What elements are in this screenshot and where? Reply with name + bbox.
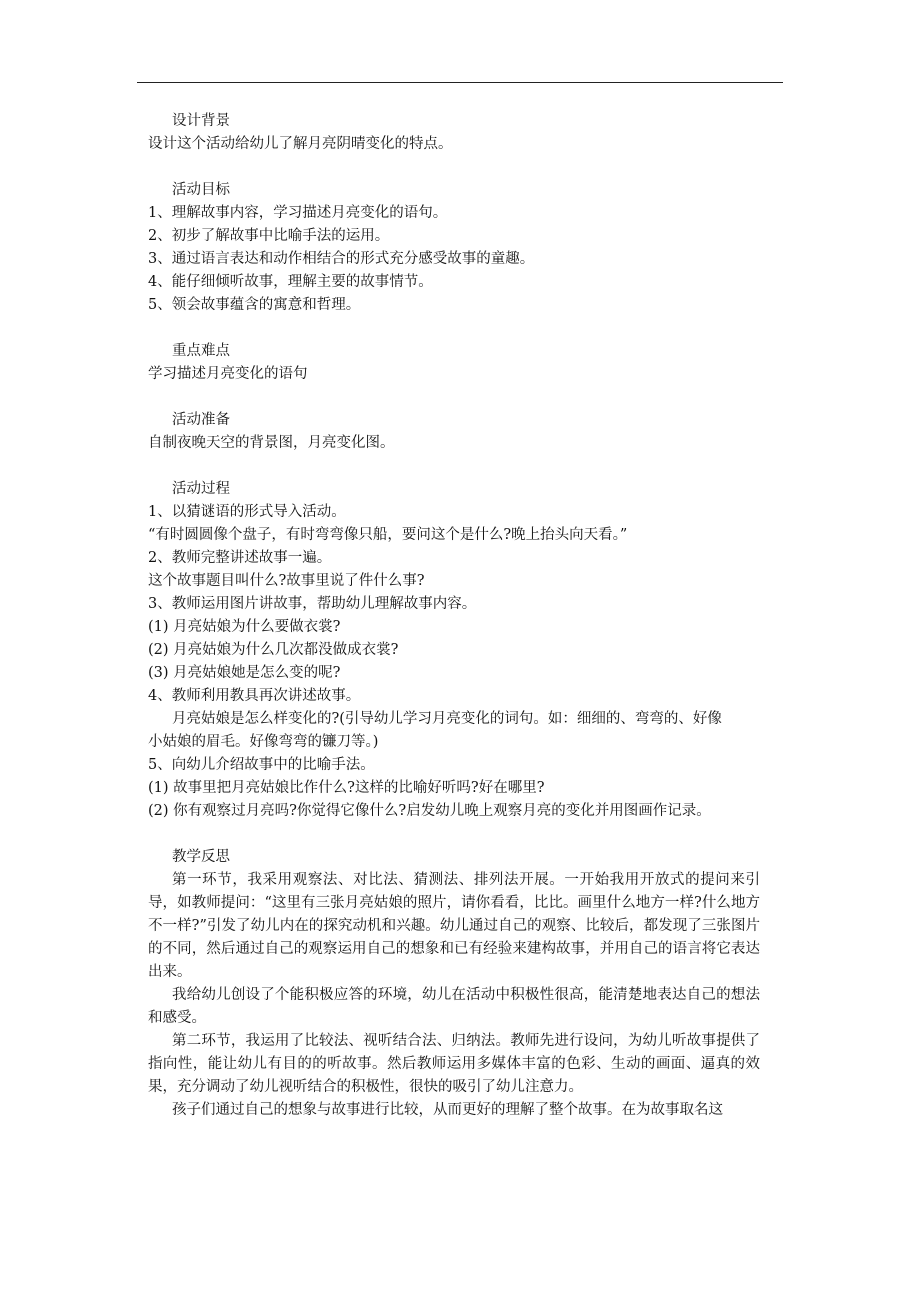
goal-item: 5、领会故事蕴含的寓意和哲理。 bbox=[148, 297, 361, 313]
process-line: (1) 月亮姑娘为什么要做衣裳? bbox=[148, 619, 341, 635]
process-line: 1、以猜谜语的形式导入活动。 bbox=[148, 504, 346, 520]
background-text: 设计这个活动给幼儿了解月亮阴晴变化的特点。 bbox=[148, 136, 453, 152]
process-line: (2) 你有观察过月亮吗?你觉得它像什么?启发幼儿晚上观察月亮的变化并用图画作记录。 bbox=[148, 803, 711, 819]
header-rule bbox=[137, 82, 783, 83]
process-line: 小姑娘的眉毛。好像弯弯的镰刀等。) bbox=[148, 734, 379, 750]
goal-item: 2、初步了解故事中比喻手法的运用。 bbox=[148, 228, 390, 244]
goal-item: 4、能仔细倾听故事，理解主要的故事情节。 bbox=[148, 274, 433, 290]
process-line: 月亮姑娘是怎么样变化的?(引导幼儿学习月亮变化的词句。如：细细的、弯弯的、好像 bbox=[172, 711, 722, 727]
document-body bbox=[148, 110, 792, 1122]
section-heading-preparation: 活动准备 bbox=[172, 412, 230, 428]
section-heading-process: 活动过程 bbox=[172, 481, 230, 497]
section-heading-goals: 活动目标 bbox=[172, 182, 230, 198]
process-line: (1) 故事里把月亮姑娘比作什么?这样的比喻好听吗?好在哪里? bbox=[148, 780, 545, 796]
process-line: (3) 月亮姑娘她是怎么变的呢? bbox=[148, 665, 341, 681]
keypoints-text: 学习描述月亮变化的语句 bbox=[148, 366, 308, 382]
process-line: 4、教师利用教具再次讲述故事。 bbox=[148, 688, 361, 704]
section-heading-keypoints: 重点难点 bbox=[172, 343, 230, 359]
goal-item: 1、理解故事内容，学习描述月亮变化的语句。 bbox=[148, 205, 448, 221]
process-line: 2、教师完整讲述故事一遍。 bbox=[148, 550, 332, 566]
process-line: 这个故事题目叫什么?故事里说了件什么事? bbox=[148, 573, 425, 589]
process-line: “有时圆圆像个盘子，有时弯弯像只船，要问这个是什么?晚上抬头向天看。” bbox=[148, 527, 628, 543]
reflection-paragraph: 孩子们通过自己的想象与故事进行比较，从而更好的理解了整个故事。在为故事取名这 bbox=[172, 1102, 723, 1118]
reflection-paragraph: 我给幼儿创设了个能积极应答的环境，幼儿在活动中积极性很高，能清楚地表达自己的想法和感受。 bbox=[148, 987, 760, 1026]
section-heading-reflection: 教学反思 bbox=[172, 849, 230, 865]
section-heading-background: 设计背景 bbox=[172, 113, 230, 129]
reflection-paragraph: 第二环节，我运用了比较法、视听结合法、归纳法。教师先进行设问，为幼儿听故事提供了指向性，能让幼儿有目的的听故事。然后教师运用多媒体丰富的色彩、生动的画面、逼真的效果，充分调动了幼儿视听结合的积极性，很快的吸引了幼儿注意力。 bbox=[148, 1033, 760, 1095]
goal-item: 3、通过语言表达和动作相结合的形式充分感受故事的童趣。 bbox=[148, 251, 535, 267]
reflection-paragraph: 第一环节，我采用观察法、对比法、猜测法、排列法开展。一开始我用开放式的提问来引导，如教师提问：“这里有三张月亮姑娘的照片，请你看看，比比。画里什么地方一样?什么地方不一样?”引发了幼儿内在的探究动机和兴趣。幼儿通过自己的观察、比较后，都发现了三张图片的不同，然后通过自己的观察运用自己的想象和已有经验来建构故事，并用自己的语言将它表达出来。 bbox=[148, 872, 760, 980]
preparation-text: 自制夜晚天空的背景图，月亮变化图。 bbox=[148, 435, 395, 451]
process-line: 5、向幼儿介绍故事中的比喻手法。 bbox=[148, 757, 375, 773]
process-line: 3、教师运用图片讲故事，帮助幼儿理解故事内容。 bbox=[148, 596, 477, 612]
process-line: (2) 月亮姑娘为什么几次都没做成衣裳? bbox=[148, 642, 399, 658]
